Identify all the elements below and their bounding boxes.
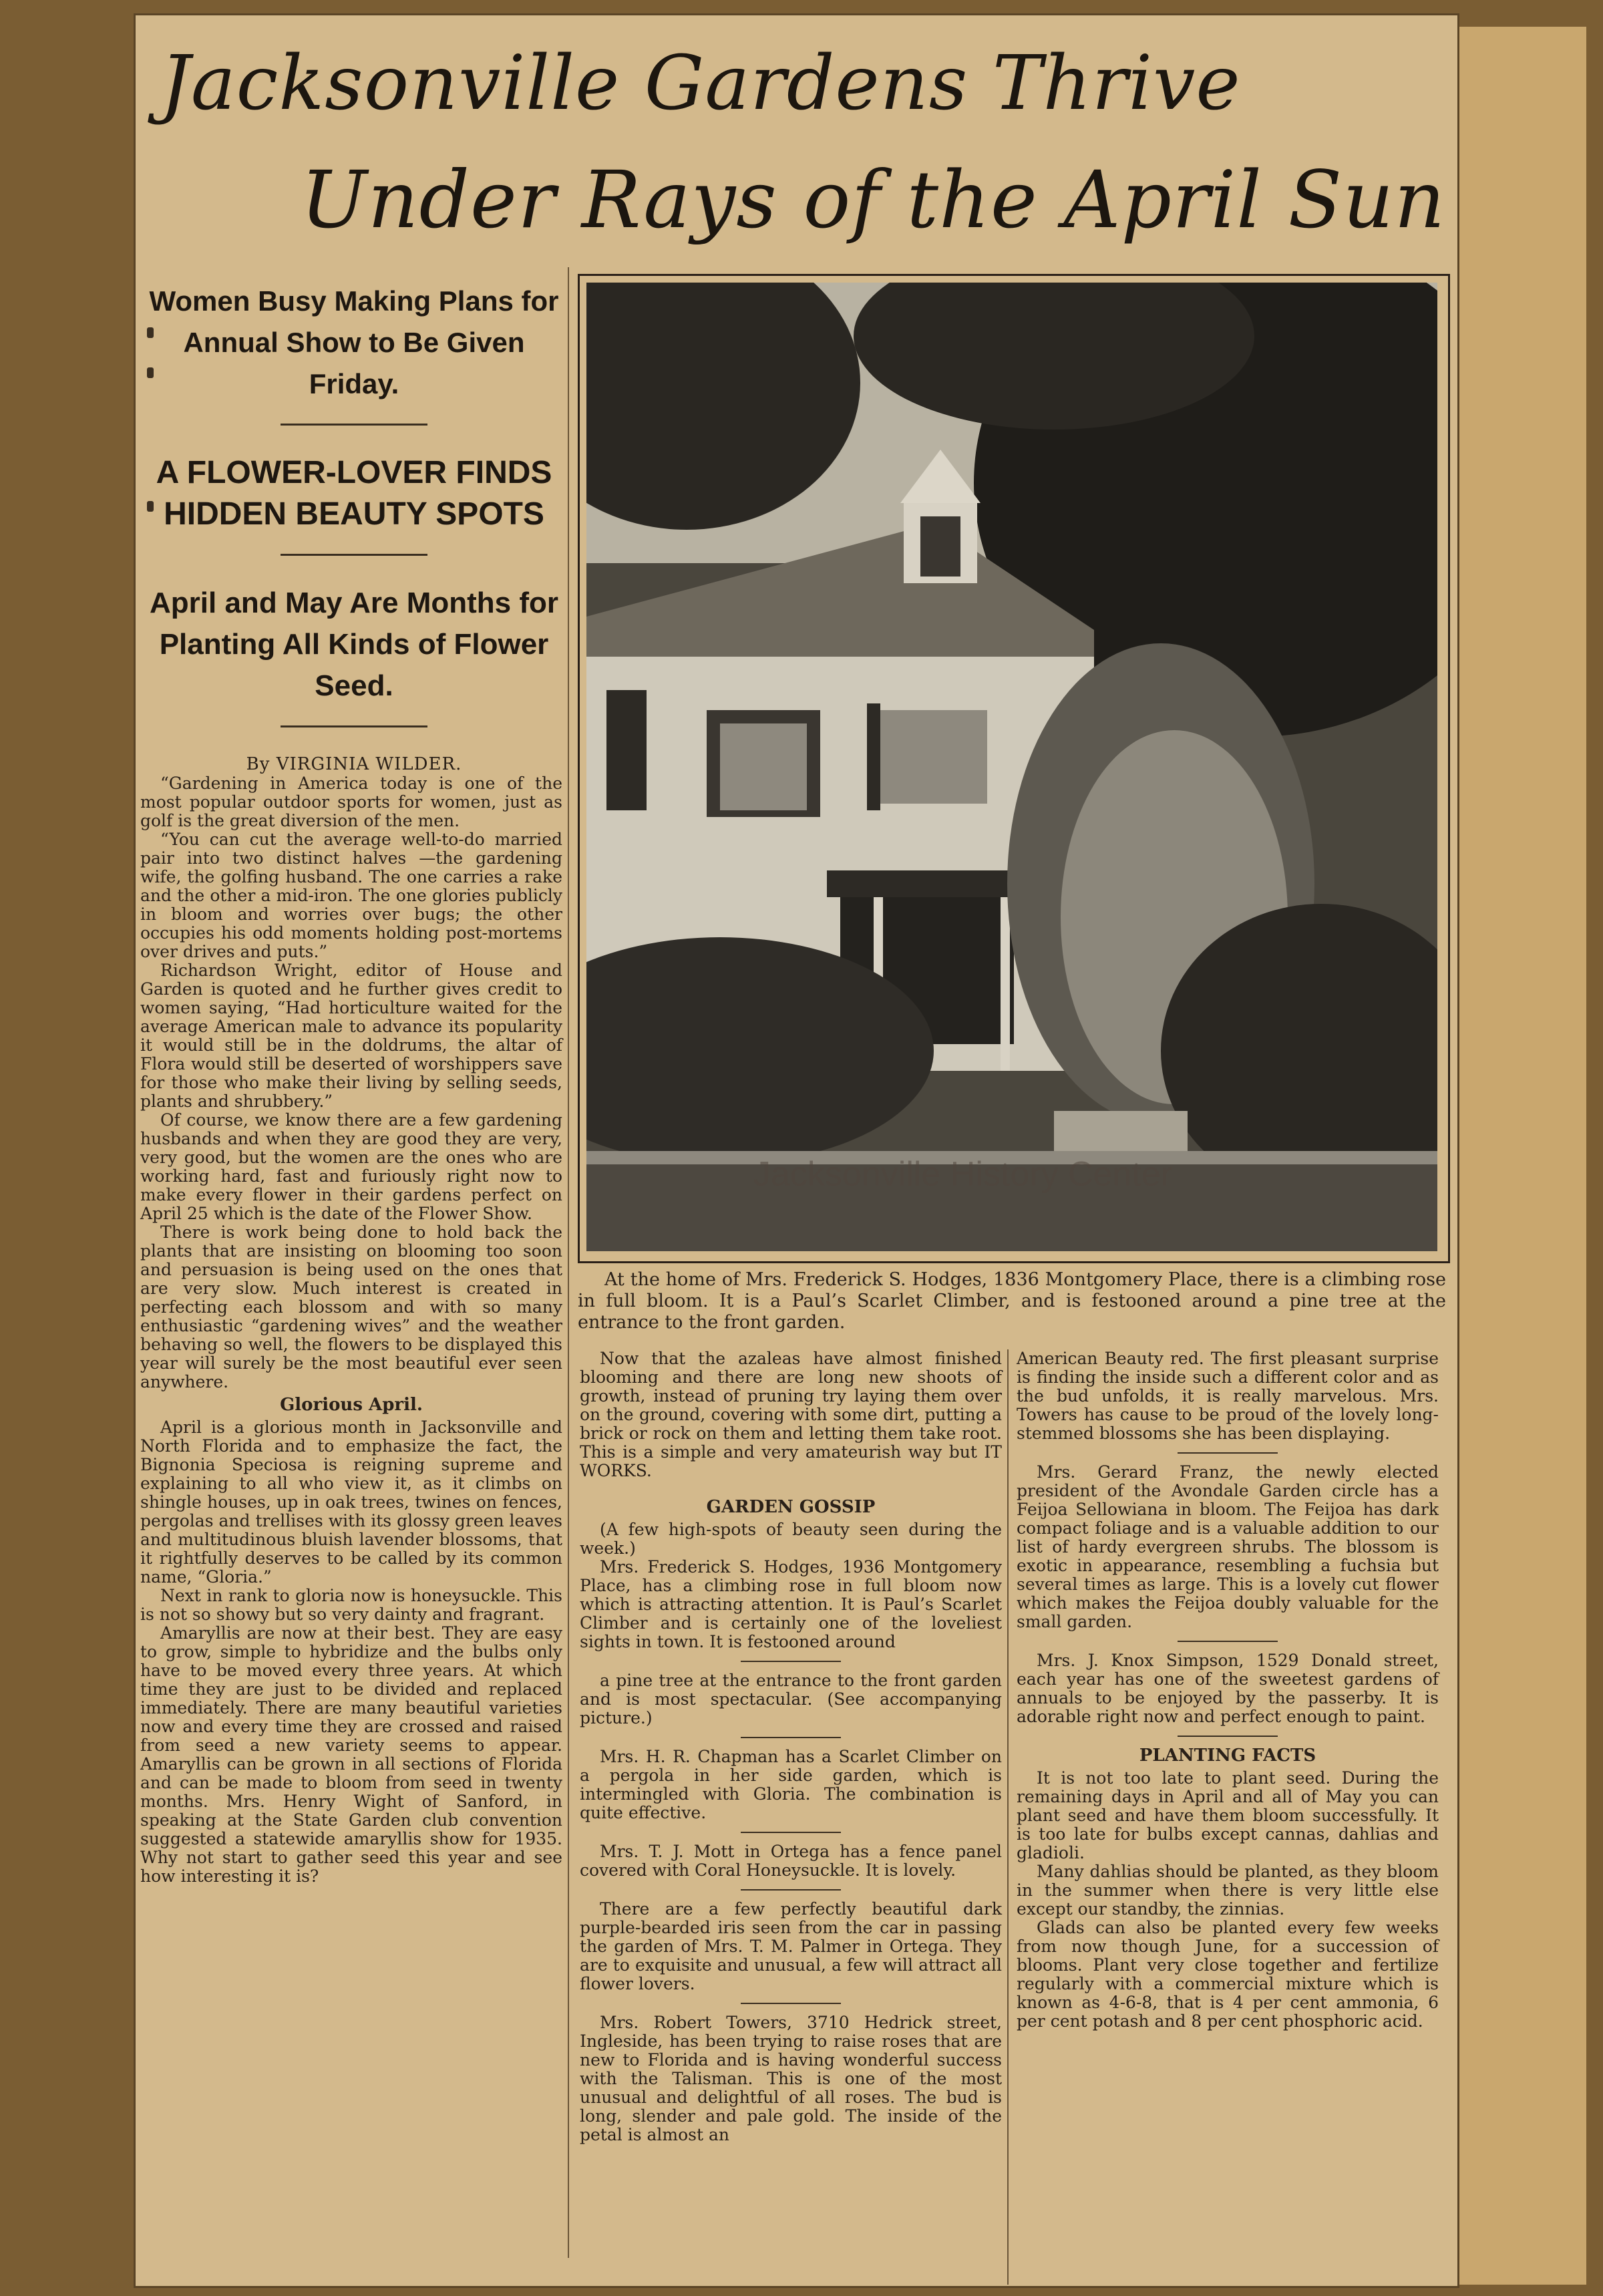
paragraph: Glads can also be planted every few weeks from now though June, for a succession of blooms. Plant very close together and fertilize regularly with a commercial mixture which is known as 4-6-8, that is 4 per cent ammonia, 6 per cent potash and 8 per cent phosphoric acid. [1017,1918,1439,2031]
column-2 [580,1349,1009,2285]
house-photo-illustration [586,283,1437,1251]
paragraph: “You can cut the average well-to-do married pair into two distinct halves —the gardening wife, the golfing husband. The one carries a rake and the other a mid-iron. The one glories publicly in bloom and worries over bugs; the other occupies his odd moments holding post-mortems over drives and puts.” [140,830,562,961]
paragraph: Richardson Wright, editor of House and Garden is quoted and he further gives credit to women saying, “Had horticulture waited for the average American male to advance its popularity it would still be in the doldrums, the altar of Flora would still be deserted of worshippers save for those who make their living by selling seeds, plants and shrubbery.” [140,961,562,1111]
divider [1178,1641,1278,1642]
newspaper-clipping [134,13,1459,2288]
paragraph: Mrs. Gerard Franz, the newly elected president of the Avondale Garden circle has a Feijoa Sellowiana in bloom. The Feijoa has dark compact foliage and is a valuable addition to our list of hardy evergreen shrubs. The blossom is exotic in appearance, resembling a fuchsia but several times as large. This is a lovely cut flower which makes the Feijoa doubly valuable for the small garden. [1017,1462,1439,1631]
paragraph: Of course, we know there are a few gardening husbands and when they are good they are very, very good, but the women are the ones who are working hard, fast and furiously right now to make every flower in their gardens perfect on April 25 which is the date of the Flower Show. [140,1110,562,1223]
paragraph: Now that the azaleas have almost finished blooming and there are long new shoots of growth, instead of pruning try laying them over on the ground, covering with some dirt, putting a brick or rock on them and letting them take root. This is a simple and very amateurish way but IT WORKS. [580,1349,1002,1480]
photo-caption: At the home of Mrs. Frederick S. Hodges, 1836 Montgomery Place, there is a climbing rose in full bloom. It is a Paul’s Scarlet Climber, and is festooned around a pine tree at the entrance to the front garden. [578,1269,1446,1333]
paragraph: Mrs. Robert Towers, 3710 Hedrick street, Ingleside, has been trying to raise roses that are new to Florida and is having wonderful success with the Talisman. This is one of the most unusual and delightful of all roses. The bud is long, slender and pale gold. The inside of the petal is almost an [580,2013,1002,2144]
watermark: Jacksonville History Center [753,1155,1173,1194]
paragraph: Next in rank to gloria now is honeysuckle. This is not so showy but so very dainty and fragrant. [140,1586,562,1624]
divider [1178,1736,1278,1737]
headline-line-2: Under Rays of the April Sun [301,154,1446,246]
divider [741,1661,841,1662]
paragraph: Amaryllis are now at their best. They are easy to grow, simple to hybridize and the bulbs only have to be moved every three years. At which time they are just to be divided and replaced immediately. There are many beautiful varieties now and every time they are crossed and raised from seed a new variety seems to appear. Amaryllis can be grown in all sections of Florida and can be made to bloom from seed in twenty months. Mrs. Henry Wight of Sanford, in speaking at the State Garden club convention suggested a statewide amaryllis show for 1935. Why not start to gather seed this year and see how interesting it is? [140,1623,562,1886]
paragraph: (A few high-spots of beauty seen during the week.) [580,1520,1002,1558]
column-3 [1017,1349,1444,2245]
deck-flower-lover: A FLOWER-LOVER FINDS HIDDEN BEAUTY SPOTS [156,455,552,532]
house-photo [586,283,1437,1251]
photo-frame [578,274,1450,1263]
paragraph: American Beauty red. The first pleasant surprise is finding the inside such a different color and as the bud unfolds, it is really marvelous. Mrs. Towers has cause to be proud of the lovely long-stemmed blossoms she has been displaying. [1017,1349,1439,1443]
subhead-garden-gossip: GARDEN GOSSIP [706,1497,876,1517]
paragraph: a pine tree at the entrance to the front garden and is most spectacular. (See accompanying picture.) [580,1671,1002,1728]
paragraph: There are a few perfectly beautiful dark purple-bearded iris seen from the car in passing the garden of Mrs. T. M. Palmer in Ortega. They are to exquisite and unusual, a few will attract all flower lovers. [580,1899,1002,1993]
paragraph: Mrs. T. J. Mott in Ortega has a fence panel covered with Coral Honeysuckle. It is lovely. [580,1842,1002,1880]
paragraph: “Gardening in America today is one of the most popular outdoor sports for women, just as golf is the great diversion of the men. [140,774,562,830]
divider [741,1832,841,1833]
staple-hole [147,501,154,512]
divider [281,725,427,727]
divider [281,554,427,556]
divider [1178,1452,1278,1454]
column-1-body [140,774,568,1886]
page-edge [1459,27,1586,2285]
paragraph: Many dahlias should be planted, as they bloom in the summer when there is very little else except our standby, the zinnias. [1017,1862,1439,1919]
paragraph: There is work being done to hold back the plants that are insisting on blooming too soon and persuasion is being used on the ones that are very slow. Much interest is created in perfecting each blossom and with so many enthusiastic “gardening wives” and the weather behaving so well, the flowers to be displayed this year will surely be the most beautiful ever seen anywhere. [140,1222,562,1391]
divider [741,2003,841,2004]
column-3-body [1017,1349,1444,2031]
paragraph: Mrs. Frederick S. Hodges, 1936 Montgomery Place, has a climbing rose in full bloom now which is attracting attention. It is Paul’s Scarlet Climber and is certainly one of the loveliest sights in town. It is festooned around [580,1557,1002,1651]
divider [281,424,427,426]
paragraph: April is a glorious month in Jacksonville and North Florida and to emphasize the fact, the Bignonia Speciosa is reigning supreme and explaining to all who view it, as it climbs on shingle houses, up in oak trees, twines on fences, pergolas and trellises with its glossy green leaves and multitudinous bluish lavender blossoms, that it rightfully deserves to be called by its common name, “Gloria.” [140,1418,562,1587]
divider [741,1889,841,1891]
byline: By VIRGINIA WILDER. [246,754,462,774]
paragraph: It is not too late to plant seed. During the remaining days in April and all of May you can plant seed and have them bloom successfully. It is too late for bulbs except cannas, dahlias and gladioli. [1017,1768,1439,1862]
column-1 [140,267,569,2258]
deck-women-busy: Women Busy Making Plans for Annual Show to Be Given Friday. [149,285,559,399]
headline [140,27,1449,267]
deck-april-may: April and May Are Months for Planting All Kinds of Flower Seed. [150,587,558,702]
column-2-body [580,1349,1007,2144]
staple-hole [147,367,154,378]
headline-line-1: Jacksonville Gardens Thrive [160,40,1241,127]
divider [741,1737,841,1738]
paragraph: Mrs. J. Knox Simpson, 1529 Donald street, each year has one of the sweetest gardens of annuals to be enjoyed by the passerby. It is adorable right now and perfect enough to paint. [1017,1651,1439,1726]
paragraph: Mrs. H. R. Chapman has a Scarlet Climber on a pergola in her side garden, which is intermingled with Gloria. The combination is quite effective. [580,1747,1002,1822]
subhead-planting-facts: PLANTING FACTS [1139,1746,1316,1766]
subhead-glorious-april: Glorious April. [280,1395,423,1415]
staple-hole [147,327,154,338]
